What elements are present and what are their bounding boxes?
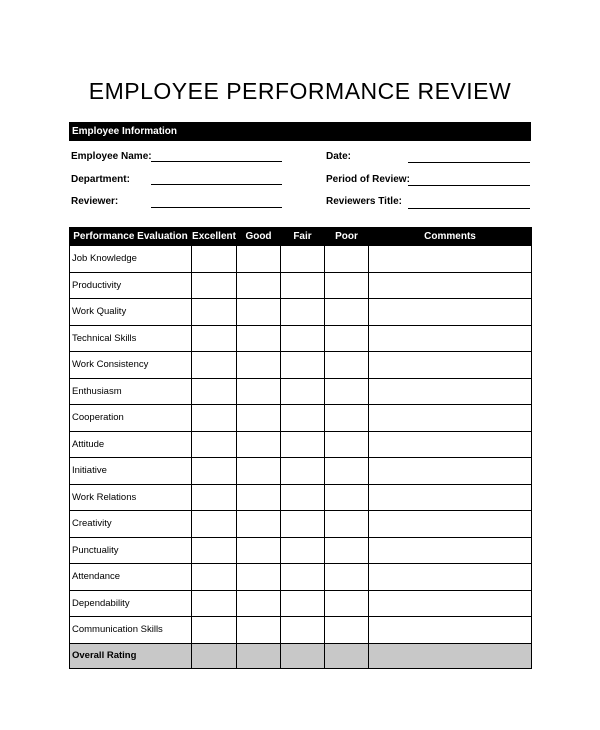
department-field[interactable] [151, 184, 282, 185]
fair-cell[interactable] [281, 484, 325, 511]
header-comments: Comments [369, 228, 532, 246]
excellent-cell[interactable] [192, 617, 237, 644]
table-row [70, 405, 532, 432]
comments-cell[interactable] [369, 484, 532, 511]
excellent-cell[interactable] [192, 352, 237, 379]
comments-cell[interactable] [369, 564, 532, 591]
overall-rating-row [70, 643, 532, 668]
table-row [70, 484, 532, 511]
poor-cell[interactable] [325, 405, 369, 432]
fair-cell[interactable] [281, 617, 325, 644]
fair-cell[interactable] [281, 246, 325, 273]
comments-cell[interactable] [369, 537, 532, 564]
poor-cell[interactable] [325, 564, 369, 591]
excellent-cell[interactable] [192, 537, 237, 564]
comments-cell[interactable] [369, 458, 532, 485]
poor-cell[interactable] [325, 246, 369, 273]
criterion-label: Work Relations [70, 484, 192, 511]
header-fair: Fair [281, 228, 325, 246]
poor-cell[interactable] [325, 272, 369, 299]
excellent-cell[interactable] [192, 564, 237, 591]
comments-cell[interactable] [369, 378, 532, 405]
good-cell[interactable] [237, 352, 281, 379]
comments-cell[interactable] [369, 617, 532, 644]
fair-cell[interactable] [281, 325, 325, 352]
poor-cell[interactable] [325, 484, 369, 511]
fair-cell[interactable] [281, 511, 325, 538]
reviewers-title-label: Reviewers Title: [326, 196, 402, 207]
reviewer-label: Reviewer: [71, 196, 119, 207]
excellent-cell[interactable] [192, 299, 237, 326]
table-row [70, 617, 532, 644]
reviewer-field[interactable] [151, 207, 282, 208]
criterion-label: Communication Skills [70, 617, 192, 644]
good-cell[interactable] [237, 511, 281, 538]
fair-cell[interactable] [281, 564, 325, 591]
comments-cell[interactable] [369, 246, 532, 273]
excellent-cell[interactable] [192, 458, 237, 485]
comments-cell[interactable] [369, 352, 532, 379]
table-row [70, 378, 532, 405]
comments-cell[interactable] [369, 405, 532, 432]
employee-information-header: Employee Information [69, 122, 531, 141]
performance-evaluation-table [69, 227, 532, 669]
table-row [70, 299, 532, 326]
poor-cell[interactable] [325, 352, 369, 379]
date-field[interactable] [408, 162, 530, 163]
poor-cell[interactable] [325, 537, 369, 564]
poor-cell[interactable] [325, 325, 369, 352]
employee-name-label: Employee Name: [71, 151, 152, 162]
excellent-cell[interactable] [192, 405, 237, 432]
excellent-cell[interactable] [192, 511, 237, 538]
table-row [70, 590, 532, 617]
criterion-label: Dependability [70, 590, 192, 617]
table-row [70, 325, 532, 352]
poor-cell[interactable] [325, 590, 369, 617]
page-title: EMPLOYEE PERFORMANCE REVIEW [88, 78, 512, 104]
table-row [70, 246, 532, 273]
reviewers-title-field[interactable] [408, 208, 530, 209]
good-cell[interactable] [237, 272, 281, 299]
good-cell[interactable] [237, 643, 281, 668]
good-cell[interactable] [237, 405, 281, 432]
fair-cell[interactable] [281, 590, 325, 617]
table-row [70, 272, 532, 299]
comments-cell[interactable] [369, 511, 532, 538]
poor-cell[interactable] [325, 299, 369, 326]
good-cell[interactable] [237, 299, 281, 326]
employee-name-field[interactable] [151, 161, 282, 162]
header-good: Good [237, 228, 281, 246]
header-poor: Poor [325, 228, 369, 246]
table-row [70, 537, 532, 564]
table-row [70, 431, 532, 458]
excellent-cell[interactable] [192, 246, 237, 273]
good-cell[interactable] [237, 564, 281, 591]
fair-cell[interactable] [281, 643, 325, 668]
header-excellent: Excellent [192, 228, 237, 246]
fair-cell[interactable] [281, 299, 325, 326]
period-of-review-label: Period of Review: [326, 174, 410, 185]
table-row [70, 511, 532, 538]
criterion-label: Attendance [70, 564, 192, 591]
fair-cell[interactable] [281, 352, 325, 379]
criterion-label: Creativity [70, 511, 192, 538]
criterion-label: Punctuality [70, 537, 192, 564]
overall-rating-label: Overall Rating [70, 643, 192, 668]
good-cell[interactable] [237, 484, 281, 511]
fair-cell[interactable] [281, 405, 325, 432]
table-header-row [70, 228, 532, 246]
criterion-label: Work Consistency [70, 352, 192, 379]
good-cell[interactable] [237, 246, 281, 273]
excellent-cell[interactable] [192, 590, 237, 617]
excellent-cell[interactable] [192, 484, 237, 511]
fair-cell[interactable] [281, 378, 325, 405]
good-cell[interactable] [237, 590, 281, 617]
poor-cell[interactable] [325, 643, 369, 668]
excellent-cell[interactable] [192, 378, 237, 405]
table-row [70, 564, 532, 591]
good-cell[interactable] [237, 617, 281, 644]
good-cell[interactable] [237, 325, 281, 352]
table-row [70, 352, 532, 379]
excellent-cell[interactable] [192, 325, 237, 352]
fair-cell[interactable] [281, 537, 325, 564]
poor-cell[interactable] [325, 458, 369, 485]
good-cell[interactable] [237, 537, 281, 564]
criterion-label: Productivity [70, 272, 192, 299]
criterion-label: Technical Skills [70, 325, 192, 352]
date-label: Date: [326, 151, 352, 162]
poor-cell[interactable] [325, 511, 369, 538]
good-cell[interactable] [237, 458, 281, 485]
comments-cell[interactable] [369, 431, 532, 458]
criterion-label: Work Quality [70, 299, 192, 326]
period-of-review-field[interactable] [408, 185, 530, 186]
criterion-label: Attitude [70, 431, 192, 458]
comments-cell[interactable] [369, 590, 532, 617]
fair-cell[interactable] [281, 431, 325, 458]
fair-cell[interactable] [281, 272, 325, 299]
criterion-label: Initiative [70, 458, 192, 485]
comments-cell[interactable] [369, 299, 532, 326]
criterion-label: Enthusiasm [70, 378, 192, 405]
comments-cell[interactable] [369, 272, 532, 299]
department-label: Department: [71, 174, 130, 185]
fair-cell[interactable] [281, 458, 325, 485]
comments-cell[interactable] [369, 643, 532, 668]
poor-cell[interactable] [325, 378, 369, 405]
good-cell[interactable] [237, 378, 281, 405]
excellent-cell[interactable] [192, 431, 237, 458]
comments-cell[interactable] [369, 325, 532, 352]
poor-cell[interactable] [325, 617, 369, 644]
criterion-label: Job Knowledge [70, 246, 192, 273]
good-cell[interactable] [237, 431, 281, 458]
poor-cell[interactable] [325, 431, 369, 458]
table-row [70, 458, 532, 485]
header-performance-evaluation: Performance Evaluation [70, 228, 192, 246]
excellent-cell[interactable] [192, 643, 237, 668]
criterion-label: Cooperation [70, 405, 192, 432]
excellent-cell[interactable] [192, 272, 237, 299]
